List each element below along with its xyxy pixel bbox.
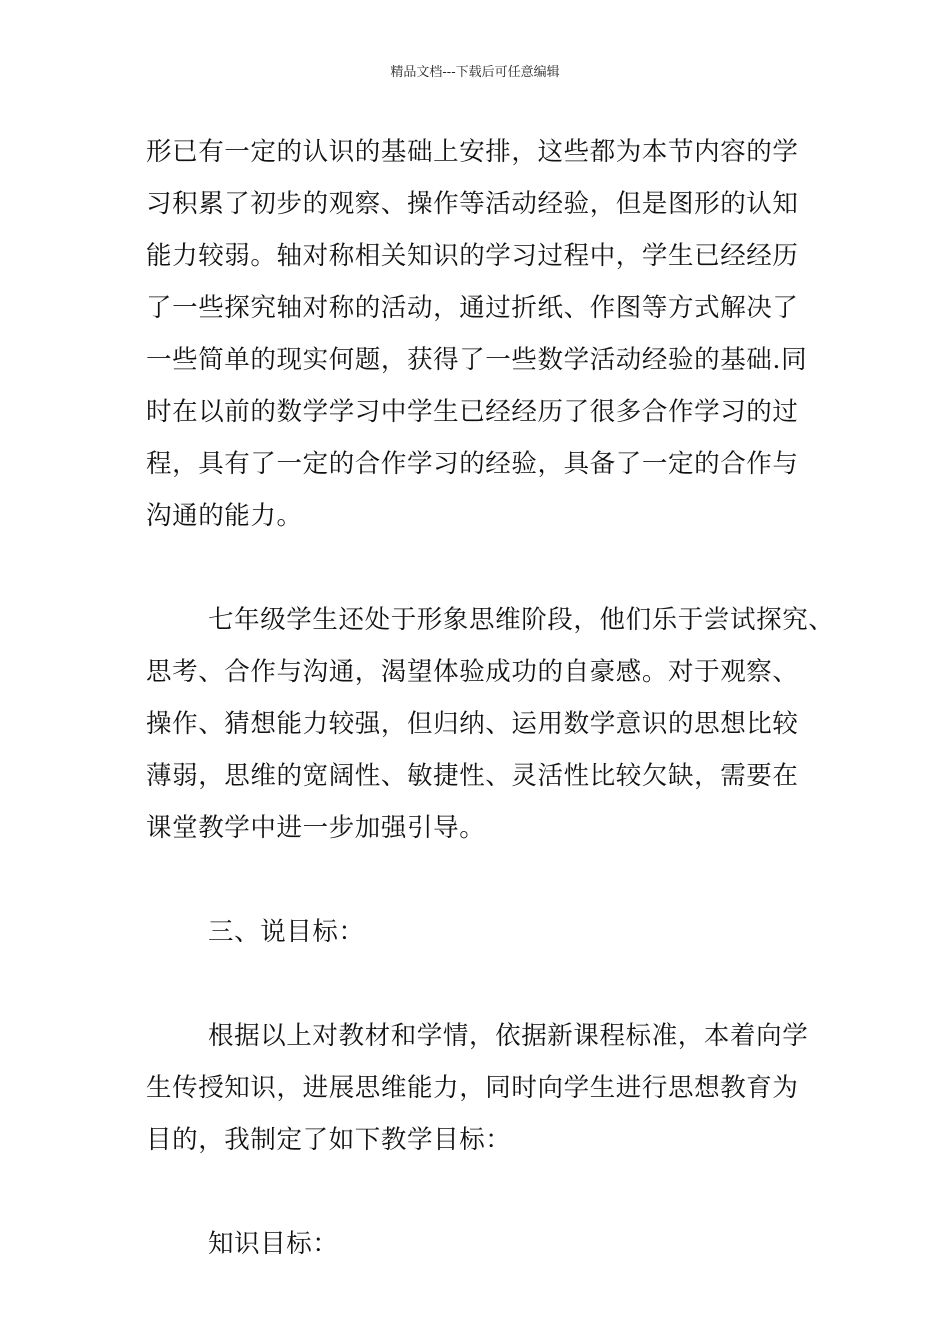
text-line: 根据以上对教材和学情，依据新课程标准，本着向学 <box>208 1021 809 1051</box>
document-body <box>146 128 835 1272</box>
text-line: 生传授知识，进展思维能力，同时向学生进行思想教育为 <box>146 1073 799 1103</box>
text-line: 沟通的能力。 <box>146 501 303 531</box>
text-line: 了一些探究轴对称的活动，通过折纸、作图等方式解决了 <box>146 293 799 323</box>
text-line: 能力较弱。轴对称相关知识的学习过程中，学生已经经历 <box>146 241 799 271</box>
paragraph-spacer <box>146 1168 826 1220</box>
paragraph-learning-experience <box>146 128 826 544</box>
text-line: 习积累了初步的观察、操作等活动经验，但是图形的认知 <box>146 189 799 219</box>
paragraph-student-analysis <box>146 596 835 856</box>
text-line: 目的，我制定了如下教学目标： <box>146 1125 512 1155</box>
text-line: 薄弱，思维的宽阔性、敏捷性、灵活性比较欠缺，需要在 <box>146 761 799 791</box>
paragraph-spacer <box>146 960 826 1012</box>
paragraph-spacer <box>146 856 826 908</box>
section-heading: 三、说目标： <box>208 917 365 947</box>
text-line: 七年级学生还处于形象思维阶段，他们乐于尝试探究、 <box>208 605 835 635</box>
text-line: 时在以前的数学学习中学生已经经历了很多合作学习的过 <box>146 397 799 427</box>
text-line: 思考、合作与沟通，渴望体验成功的自豪感。对于观察、 <box>146 657 799 687</box>
paragraph-objectives-intro <box>146 1012 826 1168</box>
text-line: 程，具有了一定的合作学习的经验，具备了一定的合作与 <box>146 449 799 479</box>
subheading: 知识目标： <box>208 1229 339 1259</box>
text-line: 操作、猜想能力较强，但归纳、运用数学意识的思想比较 <box>146 709 799 739</box>
text-line: 一些简单的现实何题，获得了一些数学活动经验的基础.同 <box>146 345 808 375</box>
paragraph-spacer <box>146 544 826 596</box>
section-heading-objectives <box>146 908 826 960</box>
text-line: 课堂教学中进一步加强引导。 <box>146 813 486 843</box>
subheading-knowledge-objectives <box>146 1220 826 1272</box>
page-header: 精品文档---下载后可任意编辑 <box>390 65 560 80</box>
text-line: 形已有一定的认识的基础上安排，这些都为本节内容的学 <box>146 137 799 167</box>
